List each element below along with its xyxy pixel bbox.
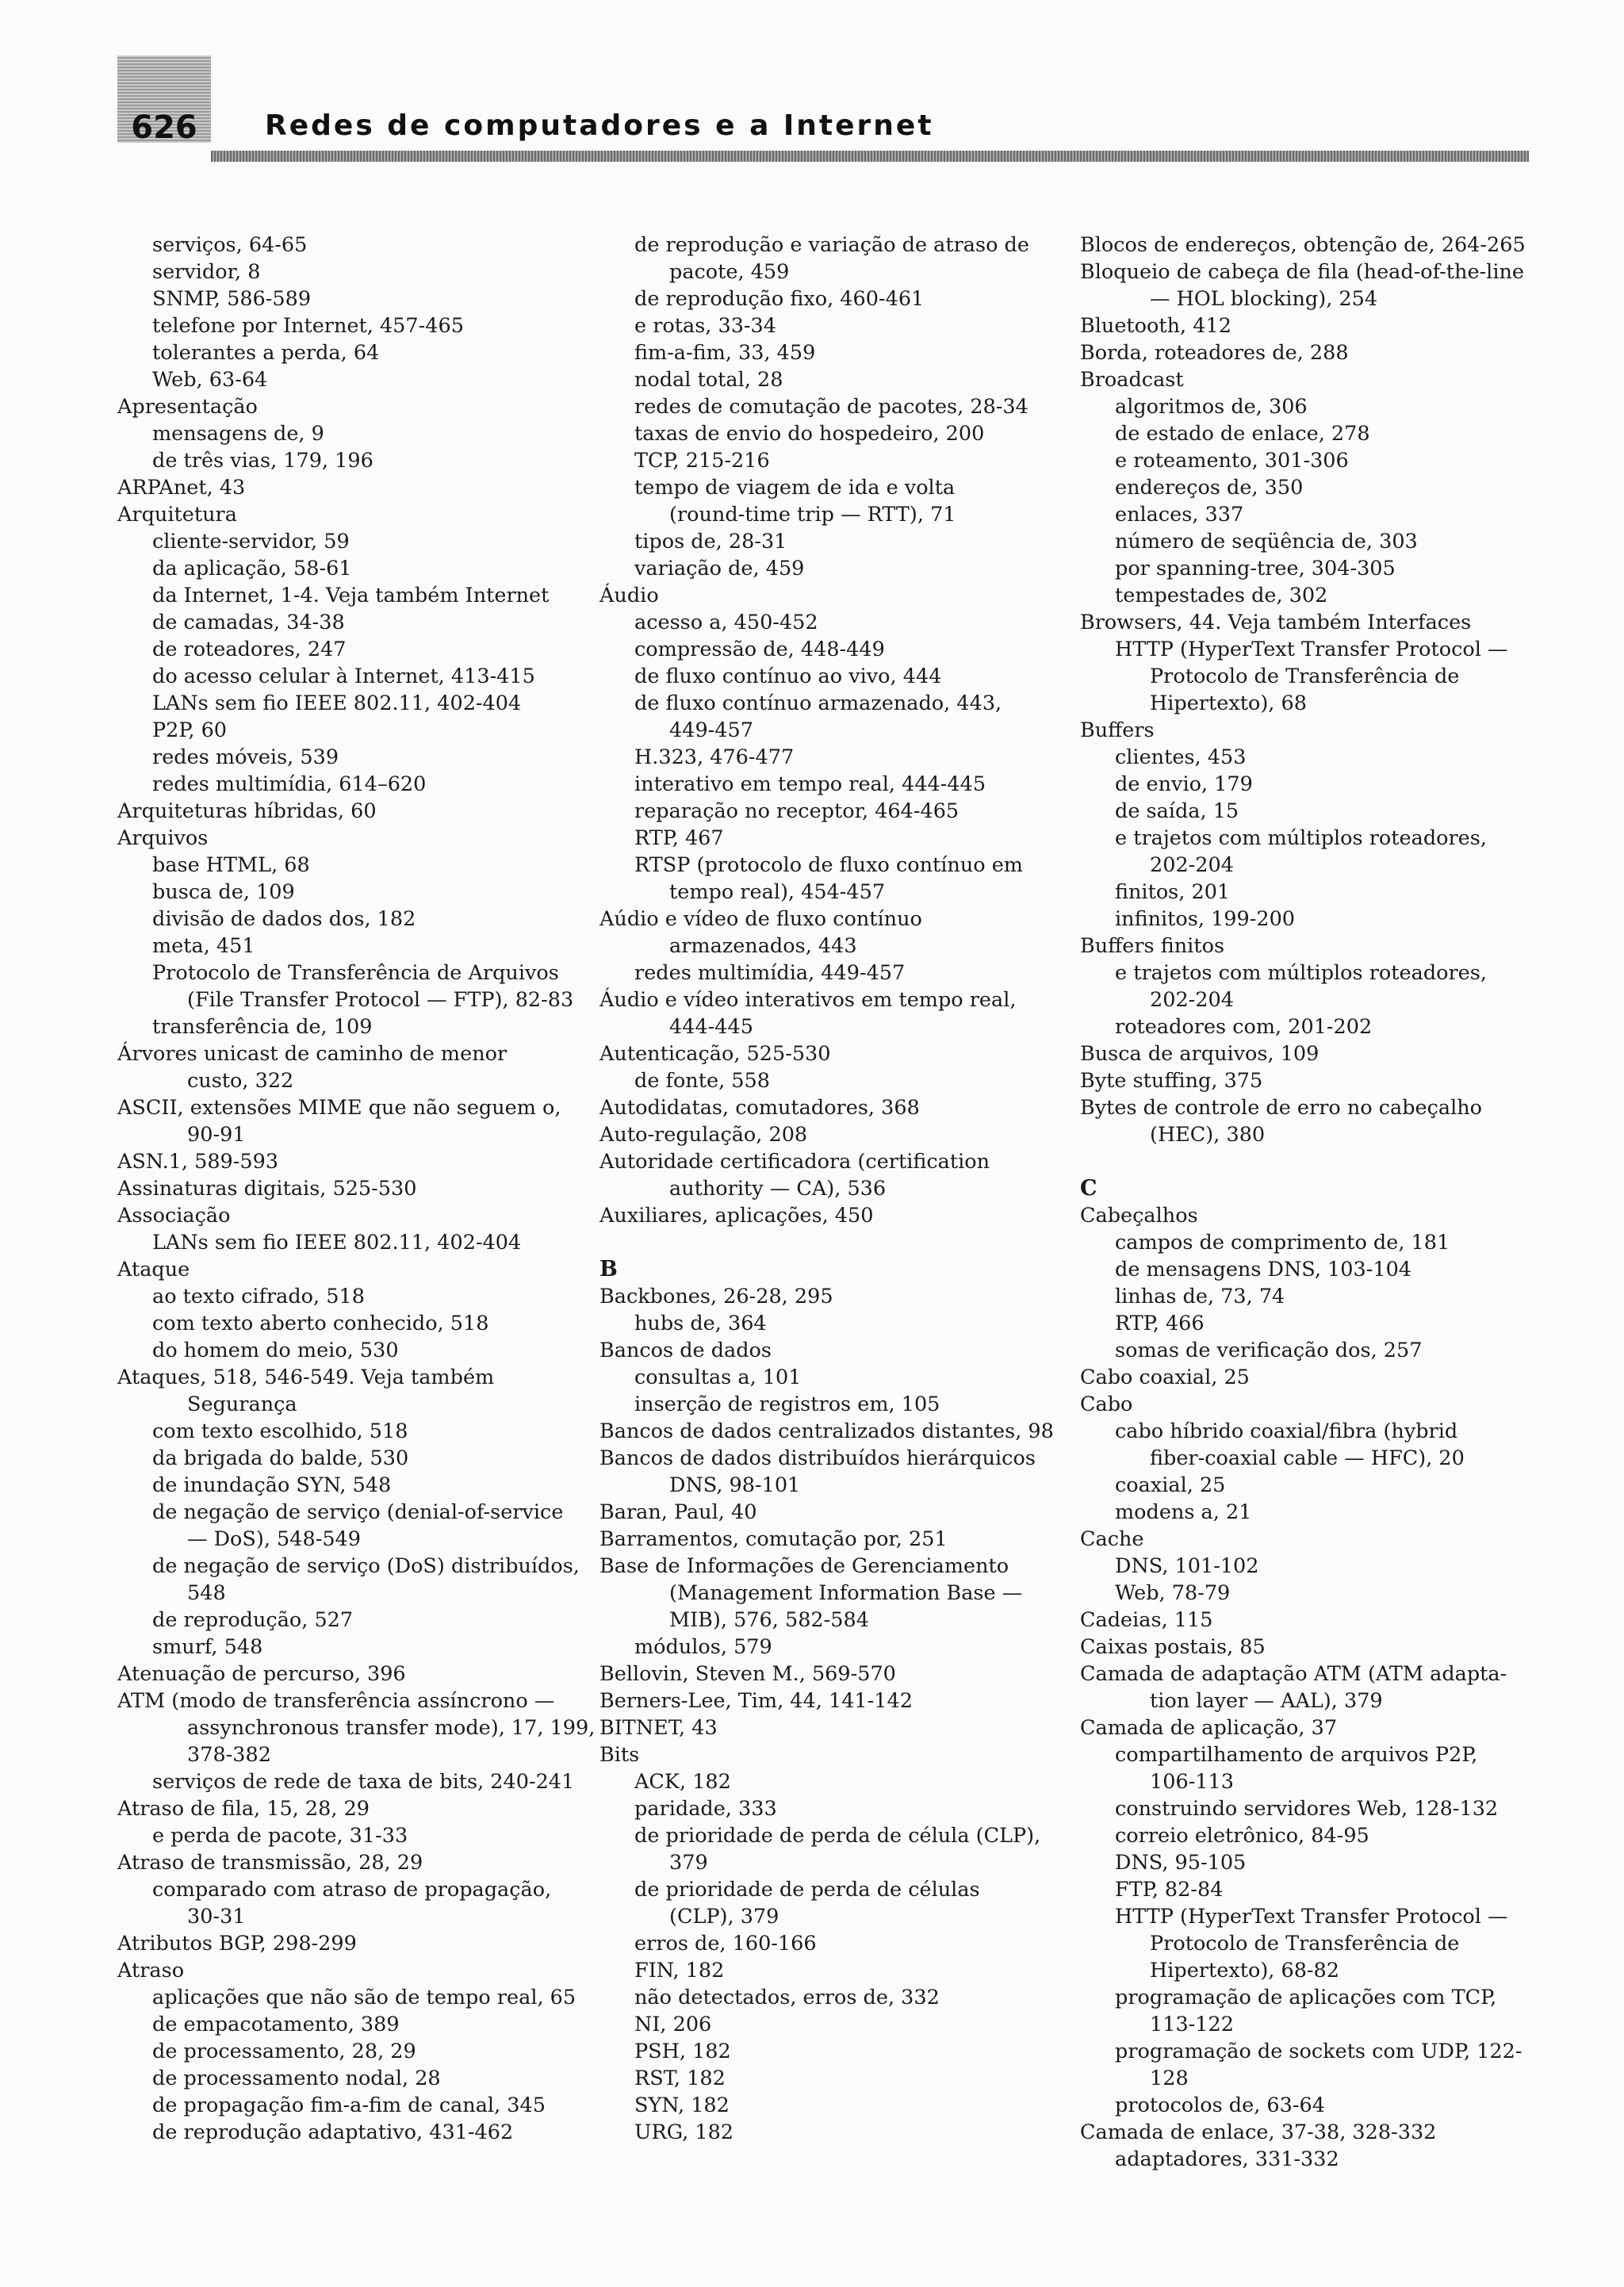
index-subentry: clientes, 453 <box>1115 745 1247 769</box>
index-subentry: com texto escolhido, 518 <box>152 1419 408 1443</box>
index-subentry: mensagens de, 9 <box>152 422 324 446</box>
index-subentry: Segurança <box>187 1393 297 1416</box>
index-entry: Auto-regulação, 208 <box>599 1123 808 1147</box>
index-entry: Ataques, 518, 546-549. Veja também <box>117 1366 495 1389</box>
index-entry: Bellovin, Steven M., 569-570 <box>599 1662 896 1686</box>
index-subentry: e perda de pacote, 31-33 <box>152 1824 408 1848</box>
index-subentry: HTTP (HyperText Transfer Protocol — <box>1115 638 1508 661</box>
index-subentry: 113-122 <box>1150 2013 1234 2036</box>
index-entry: Bytes de controle de erro no cabeçalho <box>1080 1096 1483 1120</box>
index-entry: Browsers, 44. Veja também Interfaces <box>1080 611 1472 634</box>
index-subentry: tolerantes a perda, 64 <box>152 341 380 365</box>
index-subentry: de envio, 179 <box>1115 772 1253 796</box>
index-subentry: roteadores com, 201-202 <box>1115 1015 1373 1039</box>
index-subentry: DNS, 101-102 <box>1115 1554 1259 1578</box>
index-subentry: fiber-coaxial cable — HFC), 20 <box>1150 1446 1465 1470</box>
index-entry: Autodidatas, comutadores, 368 <box>599 1096 920 1120</box>
index-subentry: de camadas, 34-38 <box>152 611 345 634</box>
index-subentry: serviços de rede de taxa de bits, 240-241 <box>152 1770 575 1794</box>
index-entry: Associação <box>117 1204 231 1228</box>
index-entry: Buffers finitos <box>1080 934 1225 958</box>
index-subentry: interativo em tempo real, 444-445 <box>634 772 986 796</box>
index-entry: Broadcast <box>1080 368 1184 392</box>
index-entry: Bits <box>599 1743 640 1767</box>
index-subentry: 30-31 <box>187 1905 246 1929</box>
index-subentry: de reprodução, 527 <box>152 1608 354 1632</box>
index-subentry: Protocolo de Transferência de Arquivos <box>152 961 559 985</box>
index-entry: Barramentos, comutação por, 251 <box>599 1527 948 1551</box>
index-subentry: por spanning-tree, 304-305 <box>1115 557 1396 580</box>
index-subentry: Web, 63-64 <box>152 368 268 392</box>
index-subentry: linhas de, 73, 74 <box>1115 1285 1285 1308</box>
index-subentry: pacote, 459 <box>669 260 790 284</box>
index-subentry: de reprodução fixo, 460-461 <box>634 287 925 311</box>
index-entry: Atenuação de percurso, 396 <box>117 1662 406 1686</box>
index-subentry: taxas de envio do hospedeiro, 200 <box>634 422 985 446</box>
index-entry: Arquivos <box>117 826 209 850</box>
section-letter: C <box>1080 1176 1097 1201</box>
index-column-2 <box>599 232 1054 2146</box>
index-subentry: fim-a-fim, 33, 459 <box>634 341 816 365</box>
index-subentry: cabo híbrido coaxial/fibra (hybrid <box>1115 1419 1458 1443</box>
index-entry: Arquiteturas híbridas, 60 <box>117 799 377 823</box>
index-entry: Bancos de dados centralizados distantes, 98 <box>599 1419 1054 1443</box>
index-subentry: assynchronous transfer mode), 17, 199, <box>187 1716 596 1740</box>
index-subentry: TCP, 215-216 <box>634 449 770 473</box>
index-subentry: da aplicação, 58-61 <box>152 557 352 580</box>
index-subentry: acesso a, 450-452 <box>634 611 818 634</box>
index-subentry: de roteadores, 247 <box>152 638 347 661</box>
index-subentry: redes móveis, 539 <box>152 745 339 769</box>
index-subentry: LANs sem fio IEEE 802.11, 402-404 <box>152 1231 522 1255</box>
index-subentry: com texto aberto conhecido, 518 <box>152 1312 489 1335</box>
index-subentry: 379 <box>669 1851 708 1875</box>
section-letter: B <box>599 1257 618 1281</box>
index-entry: Assinaturas digitais, 525-530 <box>117 1177 417 1201</box>
index-subentry: Hipertexto), 68-82 <box>1150 1959 1339 1982</box>
index-entry: Áudio e vídeo interativos em tempo real, <box>599 988 1017 1012</box>
index-entry: Baran, Paul, 40 <box>599 1500 757 1524</box>
index-subentry: 444-445 <box>669 1015 753 1039</box>
running-title: Redes de computadores e a Internet <box>265 109 934 142</box>
index-entry: Backbones, 26-28, 295 <box>599 1285 833 1308</box>
index-subentry: finitos, 201 <box>1115 880 1231 904</box>
index-subentry: 202-204 <box>1150 988 1234 1012</box>
index-entry: Auxiliares, aplicações, 450 <box>599 1204 874 1228</box>
index-entry: Árvores unicast de caminho de menor <box>117 1042 508 1066</box>
index-subentry: 90-91 <box>187 1123 246 1147</box>
index-subentry: SYN, 182 <box>634 2094 730 2117</box>
index-subentry: 449-457 <box>669 718 753 742</box>
index-subentry: de prioridade de perda de células <box>634 1878 980 1902</box>
index-subentry: FTP, 82-84 <box>1115 1878 1224 1902</box>
index-subentry: cliente-servidor, 59 <box>152 530 350 554</box>
index-subentry: aplicações que não são de tempo real, 65 <box>152 1986 576 2009</box>
index-subentry: (CLP), 379 <box>669 1905 779 1929</box>
index-entry: Cabo coaxial, 25 <box>1080 1366 1250 1389</box>
index-subentry: endereços de, 350 <box>1115 476 1304 500</box>
index-entry: Atraso de transmissão, 28, 29 <box>117 1851 423 1875</box>
index-entry: BITNET, 43 <box>599 1716 718 1740</box>
index-entry: Autoridade certificadora (certification <box>599 1150 990 1174</box>
index-subentry: (File Transfer Protocol — FTP), 82-83 <box>187 988 574 1012</box>
index-subentry: de fluxo contínuo armazenado, 443, <box>634 691 1002 715</box>
index-entry: ATM (modo de transferência assíncrono — <box>117 1689 555 1713</box>
index-subentry: paridade, 333 <box>634 1797 777 1821</box>
index-entry: Busca de arquivos, 109 <box>1080 1042 1320 1066</box>
index-subentry: NI, 206 <box>634 2013 712 2036</box>
index-subentry: PSH, 182 <box>634 2040 731 2063</box>
index-subentry: adaptadores, 331-332 <box>1115 2147 1339 2171</box>
index-subentry: redes multimídia, 449-457 <box>634 961 906 985</box>
index-subentry: de processamento, 28, 29 <box>152 2040 416 2063</box>
index-subentry: do homem do meio, 530 <box>152 1339 399 1362</box>
index-subentry: correio eletrônico, 84-95 <box>1115 1824 1369 1848</box>
index-subentry: do acesso celular à Internet, 413-415 <box>152 665 535 688</box>
index-entry: Byte stuffing, 375 <box>1080 1069 1263 1093</box>
index-subentry: busca de, 109 <box>152 880 295 904</box>
index-subentry: URG, 182 <box>634 2120 734 2144</box>
index-entry: ASCII, extensões MIME que não seguem o, <box>117 1096 561 1120</box>
index-subentry: 202-204 <box>1150 853 1234 877</box>
index-subentry: authority — CA), 536 <box>669 1177 887 1201</box>
index-entry: Bancos de dados distribuídos hierárquicos <box>599 1446 1036 1470</box>
index-subentry: — DoS), 548-549 <box>187 1527 361 1551</box>
index-subentry: de três vias, 179, 196 <box>152 449 373 473</box>
index-subentry: somas de verificação dos, 257 <box>1115 1339 1423 1362</box>
index-subentry: tion layer — AAL), 379 <box>1150 1689 1383 1713</box>
index-subentry: Web, 78-79 <box>1115 1581 1231 1605</box>
index-subentry: SNMP, 586-589 <box>152 287 312 311</box>
index-entry: Camada de enlace, 37-38, 328-332 <box>1080 2120 1437 2144</box>
index-subentry: tempestades de, 302 <box>1115 584 1328 607</box>
index-subentry: transferência de, 109 <box>152 1015 373 1039</box>
index-entry: Áudio <box>599 584 659 607</box>
index-subentry: algoritmos de, 306 <box>1115 395 1308 419</box>
index-subentry: de fonte, 558 <box>634 1069 770 1093</box>
index-subentry: programação de sockets com UDP, 122- <box>1115 2040 1522 2063</box>
index-subentry: 128 <box>1150 2067 1189 2090</box>
index-subentry: telefone por Internet, 457-465 <box>152 314 464 338</box>
index-subentry: nodal total, 28 <box>634 368 783 392</box>
index-entry: Atraso de fila, 15, 28, 29 <box>117 1797 370 1821</box>
index-subentry: LANs sem fio IEEE 802.11, 402-404 <box>152 691 522 715</box>
index-subentry: ACK, 182 <box>634 1770 731 1794</box>
index-subentry: protocolos de, 63-64 <box>1115 2094 1325 2117</box>
index-subentry: não detectados, erros de, 332 <box>634 1986 940 2009</box>
index-subentry: smurf, 548 <box>152 1635 263 1659</box>
index-subentry: RST, 182 <box>634 2067 726 2090</box>
index-subentry: custo, 322 <box>187 1069 294 1093</box>
index-subentry: erros de, 160-166 <box>634 1932 817 1956</box>
index-subentry: variação de, 459 <box>634 557 805 580</box>
index-subentry: HTTP (HyperText Transfer Protocol — <box>1115 1905 1508 1929</box>
index-subentry: (HEC), 380 <box>1150 1123 1266 1147</box>
index-subentry: MIB), 576, 582-584 <box>669 1608 869 1632</box>
index-column-3 <box>1080 232 1524 2173</box>
index-subentry: de empacotamento, 389 <box>152 2013 400 2036</box>
index-subentry: hubs de, 364 <box>634 1312 767 1335</box>
index-subentry: compressão de, 448-449 <box>634 638 885 661</box>
index-entry: Cadeias, 115 <box>1080 1608 1213 1632</box>
index-subentry: RTP, 466 <box>1115 1312 1205 1335</box>
index-subentry: consultas a, 101 <box>634 1366 802 1389</box>
index-subentry: de estado de enlace, 278 <box>1115 422 1370 446</box>
index-subentry: P2P, 60 <box>152 718 228 742</box>
index-subentry: (Management Information Base — <box>669 1581 1023 1605</box>
index-subentry: de processamento nodal, 28 <box>152 2067 441 2090</box>
index-subentry: módulos, 579 <box>634 1635 772 1659</box>
index-subentry: modens a, 21 <box>1115 1500 1252 1524</box>
index-subentry: 378-382 <box>187 1743 271 1767</box>
index-entry: Berners-Lee, Tim, 44, 141-142 <box>599 1689 913 1713</box>
index-subentry: 548 <box>187 1581 226 1605</box>
index-entry: Bancos de dados <box>599 1339 772 1362</box>
index-entry: Camada de adaptação ATM (ATM adapta- <box>1080 1662 1507 1686</box>
index-entry: Camada de aplicação, 37 <box>1080 1716 1338 1740</box>
index-subentry: DNS, 95-105 <box>1115 1851 1247 1875</box>
index-entry: ARPAnet, 43 <box>117 476 246 500</box>
index-subentry: de prioridade de perda de célula (CLP), <box>634 1824 1041 1848</box>
index-subentry: meta, 451 <box>152 934 255 958</box>
index-subentry: armazenados, 443 <box>669 934 857 958</box>
index-subentry: infinitos, 199-200 <box>1115 907 1296 931</box>
index-subentry: de fluxo contínuo ao vivo, 444 <box>634 665 942 688</box>
index-entry: Caixas postais, 85 <box>1080 1635 1266 1659</box>
index-entry: Bluetooth, 412 <box>1080 314 1231 338</box>
index-column-1 <box>117 232 596 2146</box>
header-rule <box>211 151 1529 162</box>
index-subentry: de reprodução adaptativo, 431-462 <box>152 2120 514 2144</box>
index-entry: ASN.1, 589-593 <box>117 1150 279 1174</box>
index-entry: Cache <box>1080 1527 1144 1551</box>
index-entry: Bloqueio de cabeça de fila (head-of-the-line <box>1080 260 1525 284</box>
index-entry: Buffers <box>1080 718 1155 742</box>
index-entry: Arquitetura <box>117 503 237 527</box>
index-entry: Blocos de endereços, obtenção de, 264-265 <box>1080 233 1526 257</box>
index-subentry: DNS, 98-101 <box>669 1473 801 1497</box>
index-subentry: base HTML, 68 <box>152 853 310 877</box>
index-subentry: redes de comutação de pacotes, 28-34 <box>634 395 1028 419</box>
index-subentry: serviços, 64-65 <box>152 233 308 257</box>
index-subentry: 106-113 <box>1150 1770 1234 1794</box>
index-subentry: ao texto cifrado, 518 <box>152 1285 365 1308</box>
index-entry: Atributos BGP, 298-299 <box>117 1932 357 1956</box>
index-subentry: coaxial, 25 <box>1115 1473 1226 1497</box>
index-subentry: Hipertexto), 68 <box>1150 691 1307 715</box>
index-subentry: FIN, 182 <box>634 1959 725 1982</box>
index-subentry: tempo de viagem de ida e volta <box>634 476 956 500</box>
index-subentry: campos de comprimento de, 181 <box>1115 1231 1450 1255</box>
index-subentry: e trajetos com múltiplos roteadores, <box>1115 826 1487 850</box>
index-subentry: — HOL blocking), 254 <box>1150 287 1378 311</box>
index-subentry: de negação de serviço (DoS) distribuídos, <box>152 1554 580 1578</box>
index-subentry: tipos de, 28-31 <box>634 530 787 554</box>
index-subentry: de negação de serviço (denial-of-service <box>152 1500 564 1524</box>
index-subentry: Protocolo de Transferência de <box>1150 1932 1460 1956</box>
index-subentry: servidor, 8 <box>152 260 261 284</box>
index-entry: Borda, roteadores de, 288 <box>1080 341 1349 365</box>
index-subentry: compartilhamento de arquivos P2P, <box>1115 1743 1478 1767</box>
index-subentry: e trajetos com múltiplos roteadores, <box>1115 961 1487 985</box>
index-subentry: reparação no receptor, 464-465 <box>634 799 959 823</box>
index-subentry: redes multimídia, 614–620 <box>152 772 427 796</box>
index-subentry: RTSP (protocolo de fluxo contínuo em <box>634 853 1023 877</box>
index-entry: Base de Informações de Gerenciamento <box>599 1554 1009 1578</box>
index-subentry: Protocolo de Transferência de <box>1150 665 1460 688</box>
index-entry: Cabo <box>1080 1393 1133 1416</box>
index-entry: Cabeçalhos <box>1080 1204 1198 1228</box>
index-subentry: de reprodução e variação de atraso de <box>634 233 1029 257</box>
index-entry: Apresentação <box>117 395 258 419</box>
index-subentry: número de seqüência de, 303 <box>1115 530 1418 554</box>
index-subentry: enlaces, 337 <box>1115 503 1244 527</box>
index-entry: Ataque <box>117 1258 190 1281</box>
index-subentry: construindo servidores Web, 128-132 <box>1115 1797 1499 1821</box>
index-subentry: de propagação fim-a-fim de canal, 345 <box>152 2094 546 2117</box>
index-subentry: programação de aplicações com TCP, <box>1115 1986 1497 2009</box>
index-subentry: inserção de registros em, 105 <box>634 1393 940 1416</box>
index-entry: Atraso <box>117 1959 185 1982</box>
index-subentry: da brigada do balde, 530 <box>152 1446 409 1470</box>
index-subentry: tempo real), 454-457 <box>669 880 886 904</box>
page-number: 626 <box>131 109 197 146</box>
index-subentry: comparado com atraso de propagação, <box>152 1878 552 1902</box>
index-subentry: de saída, 15 <box>1115 799 1239 823</box>
index-subentry: de inundação SYN, 548 <box>152 1473 392 1497</box>
index-subentry: e roteamento, 301-306 <box>1115 449 1349 473</box>
index-subentry: (round-time trip — RTT), 71 <box>669 503 956 527</box>
index-entry: Autenticação, 525-530 <box>599 1042 831 1066</box>
index-subentry: H.323, 476-477 <box>634 745 795 769</box>
index-subentry: de mensagens DNS, 103-104 <box>1115 1258 1412 1281</box>
index-subentry: e rotas, 33-34 <box>634 314 776 338</box>
index-subentry: da Internet, 1-4. Veja também Internet <box>152 584 550 607</box>
index-entry: Aúdio e vídeo de fluxo contínuo <box>599 907 922 931</box>
index-subentry: RTP, 467 <box>634 826 724 850</box>
index-subentry: divisão de dados dos, 182 <box>152 907 416 931</box>
